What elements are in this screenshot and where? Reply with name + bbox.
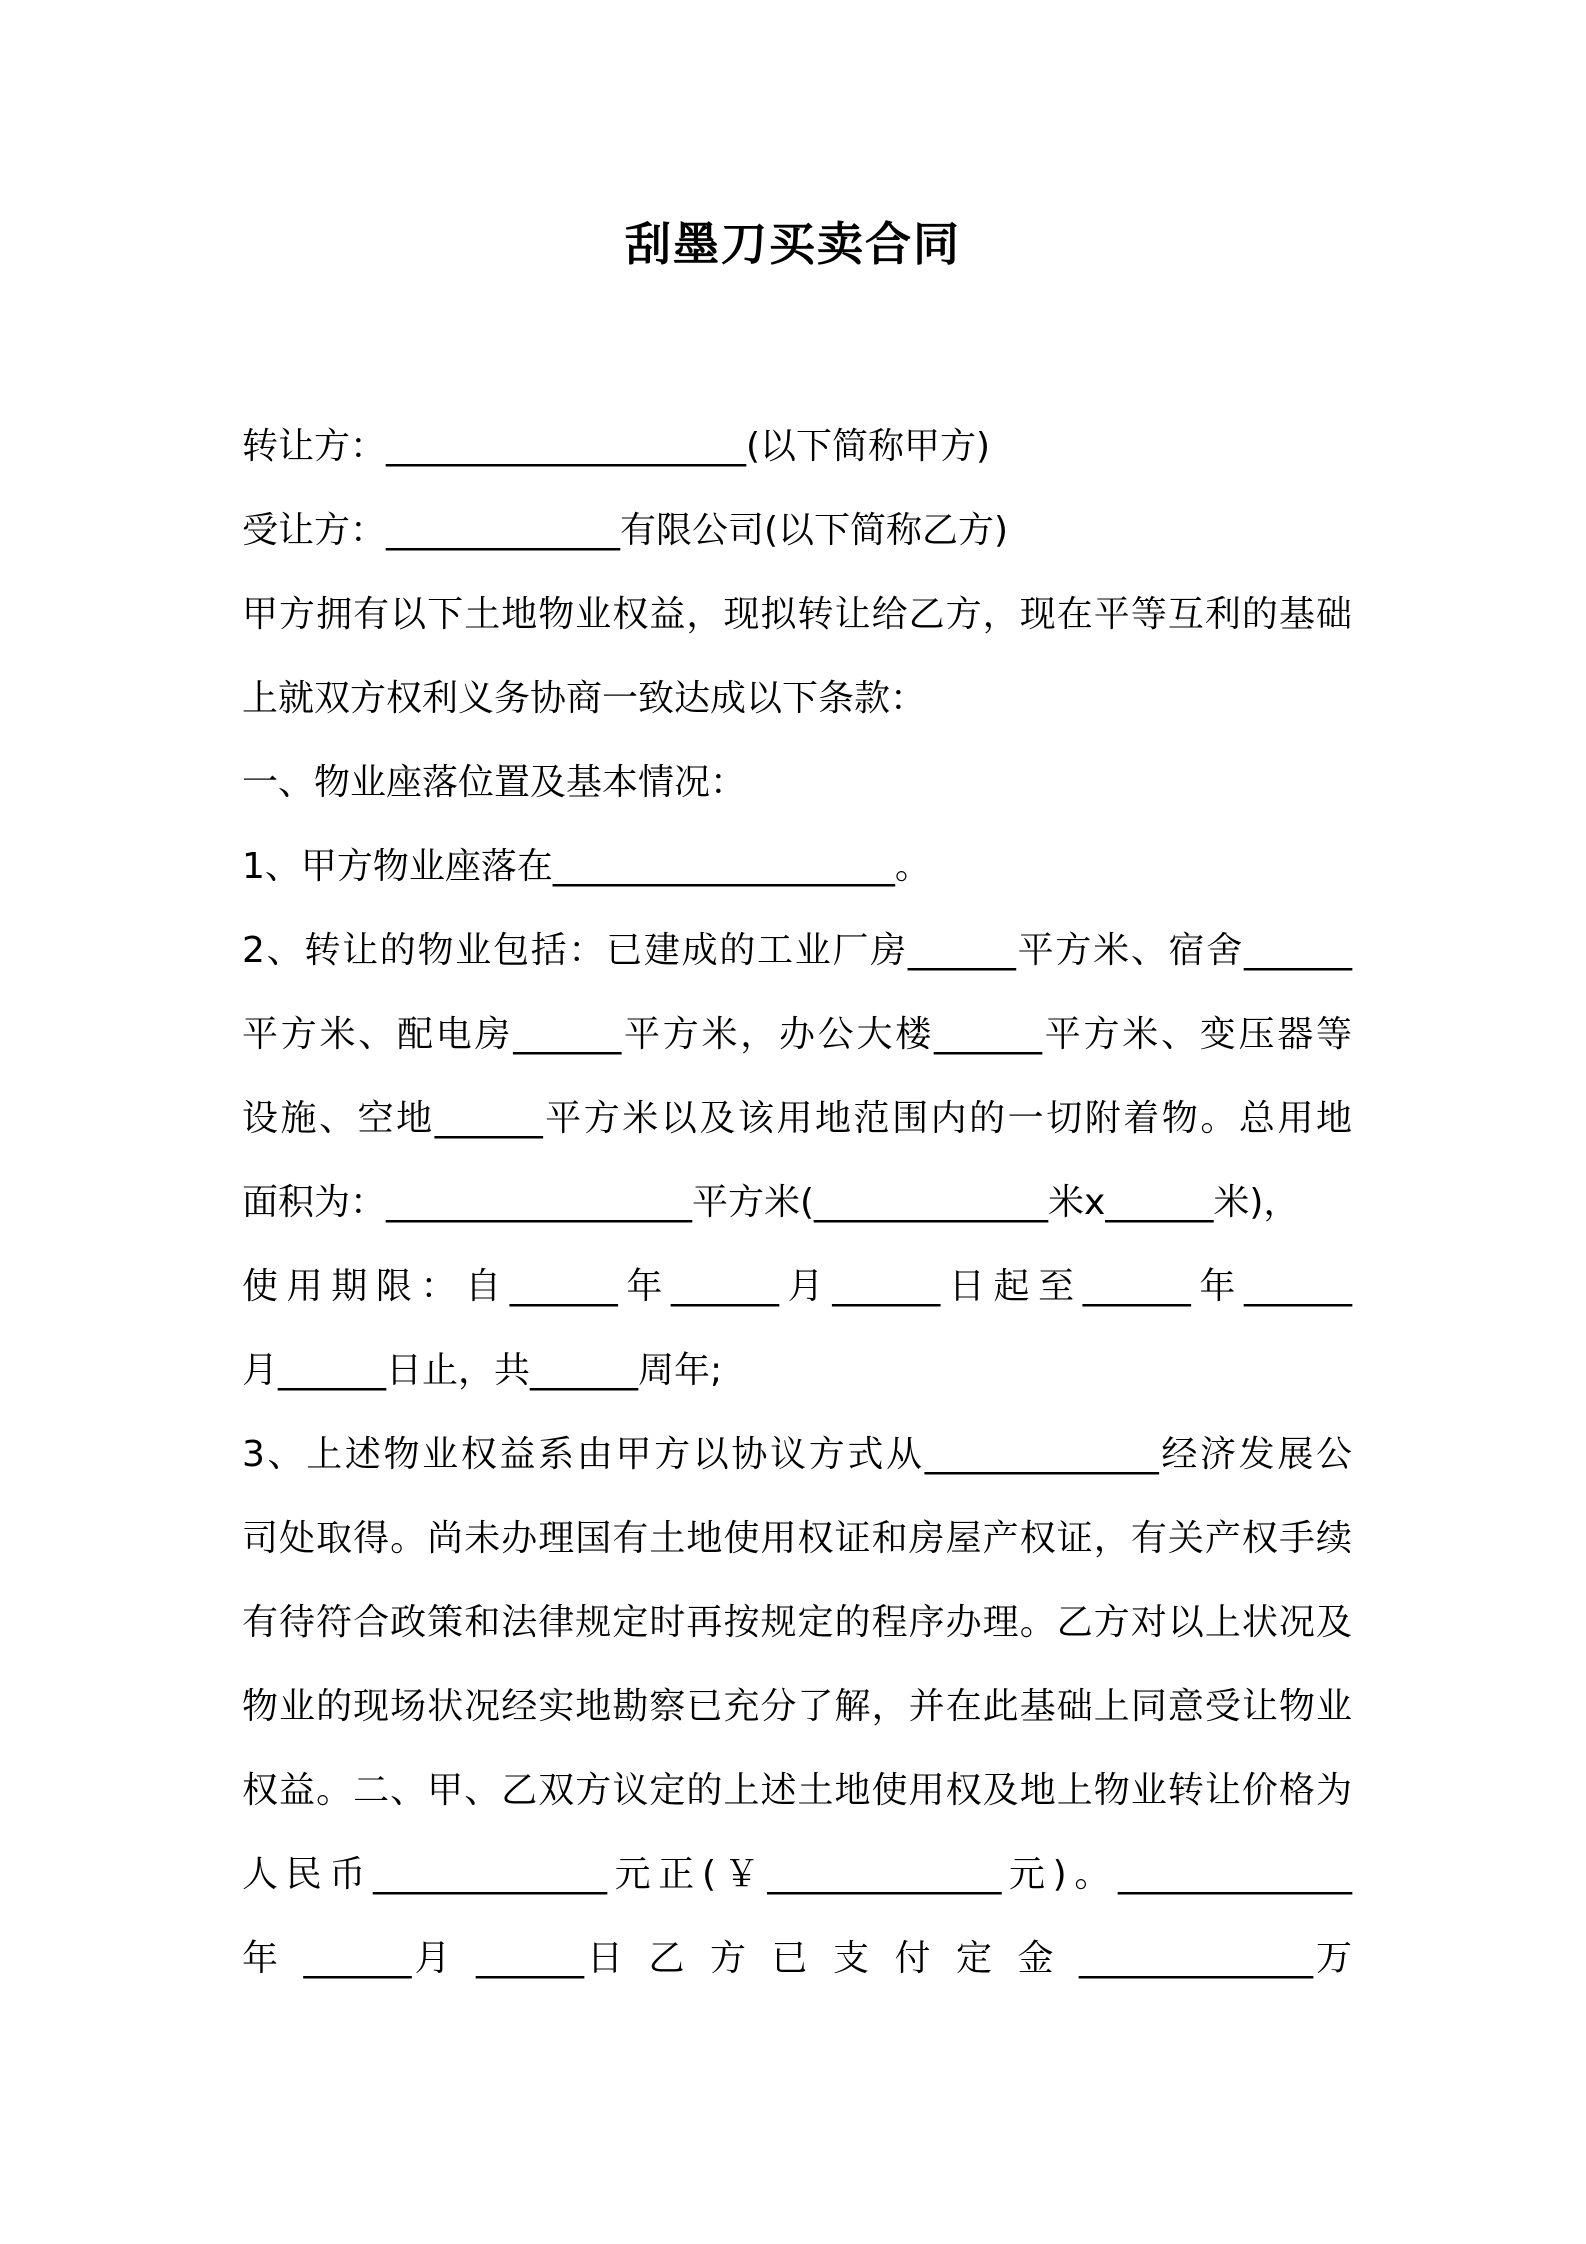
clause-1-2-line-1: 2、转让的物业包括：已建成的工业厂房______平方米、宿舍______	[242, 930, 1352, 971]
section-1-heading: 一、物业座落位置及基本情况：	[242, 762, 747, 803]
clause-1-2-line-3: 设施、空地______平方米以及该用地范围内的一切附着物。总用地	[242, 1098, 1352, 1139]
line-transferee: 受让方：_____________有限公司(以下简称乙方)	[242, 510, 1009, 551]
clause-2-line-1: 权益。二、甲、乙双方议定的上述土地使用权及地上物业转让价格为	[242, 1770, 1352, 1811]
clause-2-line-3: 年 ______月 ______日 乙 方 已 支 付 定 金 _____________万	[242, 1938, 1352, 1979]
clause-1-2-line-4: 面积为：_________________平方米(_____________米x______米)，	[242, 1182, 1300, 1223]
clause-1-2-line-2: 平方米、配电房______平方米，办公大楼______平方米、变压器等	[242, 1014, 1352, 1055]
contract-body	[242, 405, 1352, 2001]
document-title: 刮墨刀买卖合同	[625, 217, 961, 271]
clause-1-3-line-2: 司处取得。尚未办理国有土地使用权证和房屋产权证，有关产权手续	[242, 1518, 1352, 1559]
clause-1-1: 1、甲方物业座落在___________________。	[242, 846, 931, 887]
clause-1-3-line-3: 有待符合政策和法律规定时再按规定的程序办理。乙方对以上状况及	[242, 1602, 1352, 1643]
clause-1-3-line-4: 物业的现场状况经实地勘察已充分了解，并在此基础上同意受让物业	[242, 1686, 1352, 1727]
line-transferor: 转让方：____________________(以下简称甲方)	[242, 426, 991, 467]
clause-1-3-line-1: 3、上述物业权益系由甲方以协议方式从_____________经济发展公	[242, 1434, 1352, 1475]
line-preamble-1: 甲方拥有以下土地物业权益，现拟转让给乙方，现在平等互利的基础	[242, 594, 1352, 635]
clause-2-line-2: 人民币_____________元正(￥_____________元)。_____________	[242, 1854, 1352, 1895]
line-preamble-2: 上就双方权利义务协商一致达成以下条款：	[242, 678, 927, 719]
clause-1-2-line-5: 使用期限：自______年______月______日起至______年______	[242, 1266, 1352, 1307]
clause-1-2-line-6: 月______日止，共______周年;	[242, 1350, 723, 1391]
